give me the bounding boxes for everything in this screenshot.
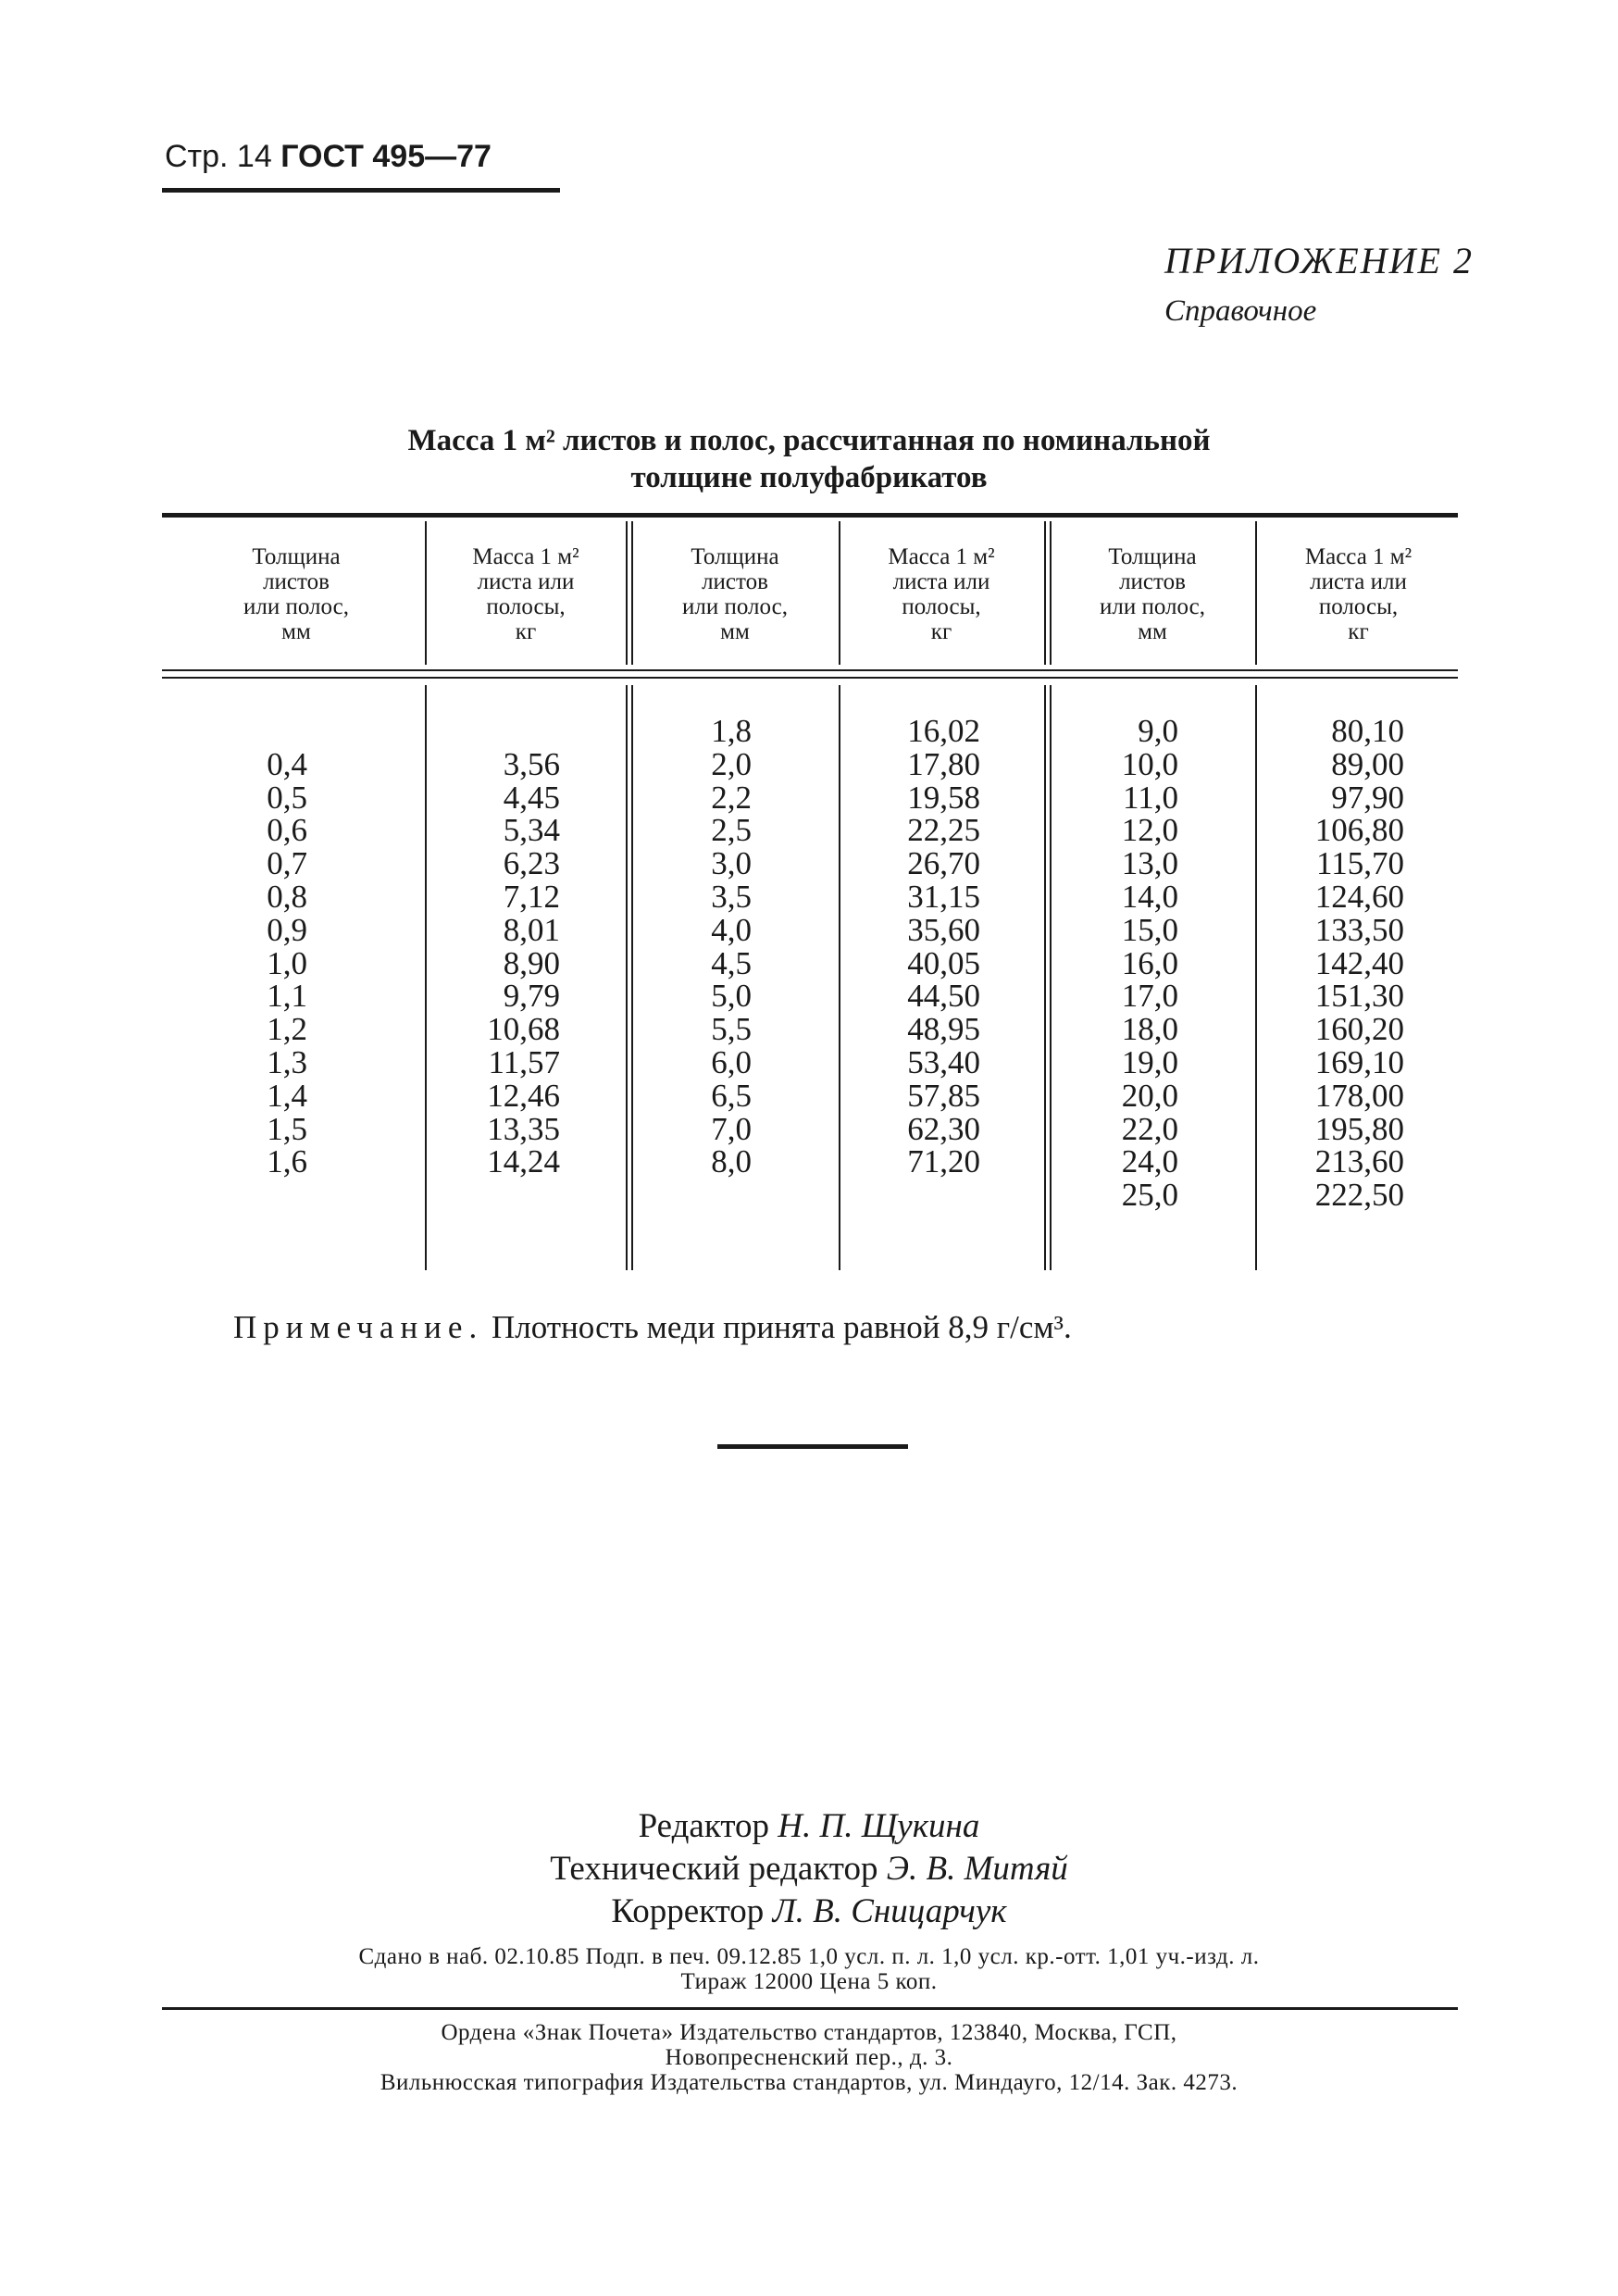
column-thickness-1 [185,715,307,1212]
table-cell: 2,5 [711,812,752,849]
imprint-line-1: Сдано в наб. 02.10.85 Подп. в печ. 09.12.85 1,0 усл. п. л. 1,0 усл. кр.-отт. 1,01 уч.-изд. л. [358,1944,1260,1969]
header-text: листа или [1310,569,1407,594]
table-cell: 24,0 [1121,1143,1178,1180]
table-cell: 25,0 [1121,1177,1178,1214]
table-cell: 89,00 [1331,745,1404,782]
column-divider [1255,685,1257,1270]
table-cell: 0,9 [267,911,307,948]
table-cell: 12,46 [487,1077,560,1114]
table-cell: 169,10 [1314,1043,1404,1080]
table-cell: 15,0 [1121,911,1178,948]
header-text: листов [702,569,768,594]
table-cell: 5,0 [711,978,752,1015]
table-cell: 22,25 [907,812,980,849]
editor-line [0,1805,1618,1848]
note-text: Плотность меди принята равной 8,9 г/см³. [483,1309,1072,1345]
note-label: Примечание. [233,1309,484,1345]
table-note [233,1309,1072,1346]
table-cell: 14,0 [1121,878,1178,915]
table-cell: 11,0 [1123,779,1178,816]
proofreader-line [0,1890,1618,1933]
table-cell: 9,79 [503,978,560,1015]
table-cell: 142,40 [1314,944,1404,981]
table-cell: 1,4 [267,1077,307,1114]
column-thickness-3 [1055,715,1178,1212]
editor-label: Редактор [638,1807,770,1845]
table-cell: 0,5 [267,779,307,816]
table-cell: 6,5 [711,1077,752,1114]
table-cell: 4,0 [711,911,752,948]
table-cell: 3,56 [503,745,560,782]
header-thickness-1 [171,544,421,644]
header-text: листов [1119,569,1186,594]
column-divider-double [626,685,628,1270]
table-cell: 115,70 [1316,845,1404,882]
table-cell: 160,20 [1314,1011,1404,1048]
table-cell: 1,0 [267,944,307,981]
header-text: или полос, [1100,594,1205,619]
table-cell [435,715,560,748]
table-cell: 222,50 [1314,1177,1404,1214]
header-mass-3 [1259,544,1458,644]
tech-editor-name: Э. В. Митяй [886,1850,1068,1888]
table-cell: 62,30 [907,1110,980,1147]
table-cell: 8,0 [711,1143,752,1180]
table-cell: 16,02 [907,713,980,749]
table-cell: 4,45 [503,779,560,816]
table-cell: 8,01 [503,911,560,948]
table-cell: 10,68 [487,1011,560,1048]
table-cell: 151,30 [1314,978,1404,1015]
table-cell: 80,10 [1331,713,1404,749]
table-cell: 7,0 [711,1110,752,1147]
table-title [0,422,1618,496]
table-cell: 97,90 [1331,779,1404,816]
table-cell: 8,90 [503,944,560,981]
header-text: листа или [892,569,990,594]
column-divider [1255,521,1257,665]
column-divider-double [1044,521,1046,665]
header-text: Масса 1 м² [888,544,995,569]
page-number: Стр. 14 [165,139,272,174]
column-divider [425,685,427,1270]
imprint-line-5: Вильнюсская типография Издательства стандартов, ул. Миндауго, 12/14. Зак. 4273. [380,2070,1238,2095]
table-cell: 3,0 [711,845,752,882]
header-text: или полос, [243,594,349,619]
header-mass-1 [429,544,623,644]
header-text: листа или [477,569,575,594]
table-cell: 9,0 [1138,713,1178,749]
imprint-rule [162,2007,1458,2010]
table-cell: 44,50 [907,978,980,1015]
editor-name: Н. П. Щукина [778,1807,980,1845]
table-cell: 1,2 [267,1011,307,1048]
table-cell [639,1179,752,1212]
table-cell [185,1179,307,1212]
header-text: листов [263,569,330,594]
header-text: полосы, [902,594,981,619]
table-cell: 178,00 [1314,1077,1404,1114]
column-divider [425,521,427,665]
proofreader-name: Л. В. Сницарчук [772,1892,1007,1930]
table-cell: 1,1 [267,978,307,1015]
table-cell: 5,5 [711,1011,752,1048]
table-cell: 19,58 [907,779,980,816]
table-cell: 22,0 [1121,1110,1178,1147]
column-mass-1 [435,715,560,1212]
header-text: полосы, [486,594,566,619]
credits-block [0,1805,1618,1933]
header-text: Толщина [1108,544,1197,569]
table-cell: 35,60 [907,911,980,948]
table-cell: 6,23 [503,845,560,882]
header-text: мм [720,619,750,644]
table-cell: 13,35 [487,1110,560,1147]
proofreader-label: Корректор [611,1892,765,1930]
column-divider-double [631,685,633,1270]
appendix-subtitle: Справочное [1164,294,1317,328]
column-divider-double [1050,521,1052,665]
standard-number: ГОСТ 495—77 [280,139,492,174]
table-cell: 57,85 [907,1077,980,1114]
table-top-rule [162,513,1458,518]
table-cell: 48,95 [907,1011,980,1048]
table-cell [847,1179,980,1212]
table-cell: 53,40 [907,1043,980,1080]
column-divider-double [626,521,628,665]
table-cell: 1,6 [267,1143,307,1180]
tech-editor-label: Технический редактор [550,1850,878,1888]
table-cell [435,1179,560,1212]
table-cell [185,715,307,748]
table-cell: 10,0 [1121,745,1178,782]
table-cell: 17,0 [1121,978,1178,1015]
imprint-line-3: Ордена «Знак Почета» Издательство стандартов, 123840, Москва, ГСП, [441,2020,1177,2045]
header-text: мм [281,619,311,644]
table-cell: 19,0 [1121,1043,1178,1080]
header-text: кг [1348,619,1369,644]
table-cell: 12,0 [1121,812,1178,849]
table-cell: 14,24 [487,1143,560,1180]
header-thickness-2 [635,544,835,644]
header-text: Масса 1 м² [1304,544,1413,569]
table-header-rule-upper [162,669,1458,671]
header-text: кг [930,619,952,644]
table-cell: 106,80 [1314,812,1404,849]
table-cell: 13,0 [1121,845,1178,882]
table-cell: 16,0 [1121,944,1178,981]
table-cell: 0,7 [267,845,307,882]
table-cell: 71,20 [907,1143,980,1180]
table-cell: 0,6 [267,812,307,849]
header-text: мм [1138,619,1167,644]
page-header [165,139,492,175]
column-divider-double [1044,685,1046,1270]
table-cell: 18,0 [1121,1011,1178,1048]
table-cell: 133,50 [1314,911,1404,948]
column-thickness-2 [639,715,752,1212]
header-thickness-3 [1053,544,1251,644]
appendix-title: ПРИЛОЖЕНИЕ 2 [1164,240,1474,281]
column-mass-3 [1263,715,1404,1212]
table-title-line-2: толщине полуфабрикатов [630,461,988,494]
header-text: Толщина [252,544,341,569]
table-cell: 0,8 [267,878,307,915]
table-cell: 11,57 [488,1043,560,1080]
table-header-rule-lower [162,677,1458,679]
table-cell: 1,5 [267,1110,307,1147]
header-rule [162,188,560,193]
table-cell: 0,4 [267,745,307,782]
table-cell: 17,80 [907,745,980,782]
table-cell: 31,15 [907,878,980,915]
table-cell: 4,5 [711,944,752,981]
header-text: кг [515,619,537,644]
section-separator [717,1444,908,1449]
table-cell: 6,0 [711,1043,752,1080]
table-cell: 3,5 [711,878,752,915]
header-text: полосы, [1318,594,1399,619]
table-title-line-1: Масса 1 м² листов и полос, рассчитанная по номинальной [407,424,1211,457]
table-cell: 1,8 [711,713,752,749]
table-cell: 2,2 [711,779,752,816]
table-cell: 1,3 [267,1043,307,1080]
column-mass-2 [847,715,980,1212]
column-divider-double [1050,685,1052,1270]
table-cell: 2,0 [711,745,752,782]
table-cell: 20,0 [1121,1077,1178,1114]
table-cell: 195,80 [1314,1110,1404,1147]
table-cell: 7,12 [503,878,560,915]
column-divider [839,685,840,1270]
column-divider-double [631,521,633,665]
table-cell: 5,34 [503,812,560,849]
table-cell: 40,05 [907,944,980,981]
table-cell: 26,70 [907,845,980,882]
tech-editor-line [0,1848,1618,1890]
header-mass-2 [842,544,1040,644]
header-text: Масса 1 м² [472,544,579,569]
table-cell: 124,60 [1314,878,1404,915]
table-cell: 213,60 [1314,1143,1404,1180]
header-text: Толщина [691,544,779,569]
imprint-line-2: Тираж 12000 Цена 5 коп. [680,1969,938,1994]
column-divider [839,521,840,665]
imprint-line-4: Новопресненский пер., д. 3. [665,2045,953,2070]
header-text: или полос, [682,594,788,619]
